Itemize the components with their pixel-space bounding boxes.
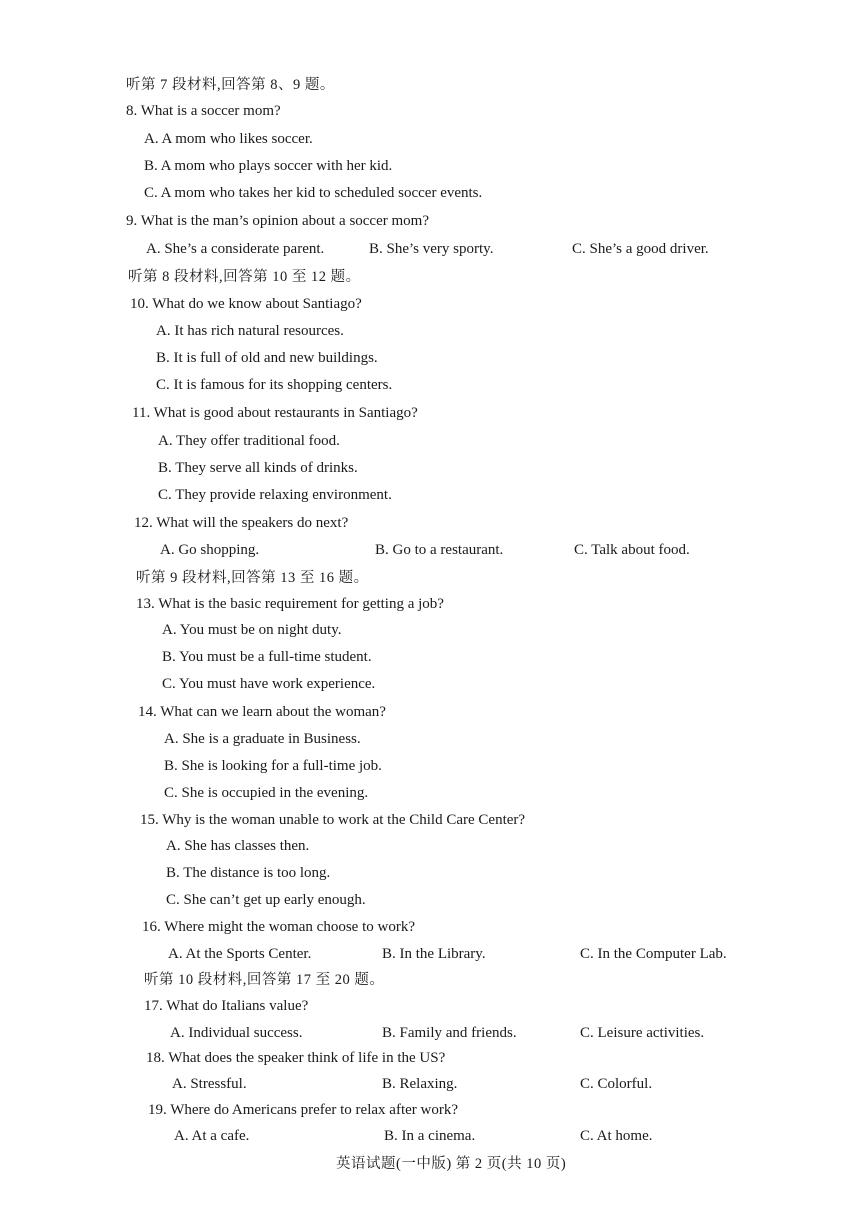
option-9c: C. She’s a good driver. [572,241,709,257]
option-15a: A. She has classes then. [166,838,310,854]
question-19: 19. Where do Americans prefer to relax after work? [148,1102,458,1118]
option-16c: C. In the Computer Lab. [580,946,727,962]
option-10a: A. It has rich natural resources. [156,323,344,339]
option-15b: B. The distance is too long. [166,865,331,881]
option-14b: B. She is looking for a full-time job. [164,758,382,774]
question-18: 18. What does the speaker think of life in the US? [146,1050,446,1066]
option-16a: A. At the Sports Center. [168,946,312,962]
option-11c: C. They provide relaxing environment. [158,487,392,503]
option-11b: B. They serve all kinds of drinks. [158,460,358,476]
option-12b: B. Go to a restaurant. [375,542,504,558]
question-9: 9. What is the man’s opinion about a soccer mom? [126,213,429,229]
question-14: 14. What can we learn about the woman? [138,704,386,720]
option-12a: A. Go shopping. [160,542,260,558]
question-11: 11. What is good about restaurants in Santiago? [132,405,418,421]
option-19c: C. At home. [580,1128,653,1144]
option-8a: A. A mom who likes soccer. [144,131,313,147]
option-18c: C. Colorful. [580,1076,653,1092]
option-8c: C. A mom who takes her kid to scheduled soccer events. [144,185,483,201]
option-19b: B. In a cinema. [384,1128,476,1144]
option-10c: C. It is famous for its shopping centers. [156,377,393,393]
section-header: 听第 10 段材料,回答第 17 至 20 题。 [144,972,385,988]
option-8b: B. A mom who plays soccer with her kid. [144,158,393,174]
option-11a: A. They offer traditional food. [158,433,340,449]
option-17c: C. Leisure activities. [580,1025,705,1041]
option-14a: A. She is a graduate in Business. [164,731,361,747]
question-12: 12. What will the speakers do next? [134,515,349,531]
option-10b: B. It is full of old and new buildings. [156,350,378,366]
question-13: 13. What is the basic requirement for getting a job? [136,596,444,612]
question-15: 15. Why is the woman unable to work at the Child Care Center? [140,812,526,828]
option-13c: C. You must have work experience. [162,676,376,692]
question-16: 16. Where might the woman choose to work? [142,919,415,935]
option-9a: A. She’s a considerate parent. [146,241,325,257]
option-18b: B. Relaxing. [382,1076,458,1092]
section-header: 听第 8 段材料,回答第 10 至 12 题。 [128,269,361,285]
option-17b: B. Family and friends. [382,1025,517,1041]
question-10: 10. What do we know about Santiago? [130,296,362,312]
option-9b: B. She’s very sporty. [369,241,494,257]
section-header: 听第 7 段材料,回答第 8、9 题。 [126,77,335,93]
page-footer: 英语试题(一中版) 第 2 页(共 10 页) [336,1156,567,1172]
option-13b: B. You must be a full-time student. [162,649,372,665]
question-8: 8. What is a soccer mom? [126,103,281,119]
section-header: 听第 9 段材料,回答第 13 至 16 题。 [136,570,369,586]
option-15c: C. She can’t get up early enough. [166,892,366,908]
option-13a: A. You must be on night duty. [162,622,342,638]
question-17: 17. What do Italians value? [144,998,309,1014]
option-12c: C. Talk about food. [574,542,690,558]
option-17a: A. Individual success. [170,1025,303,1041]
option-16b: B. In the Library. [382,946,486,962]
option-14c: C. She is occupied in the evening. [164,785,369,801]
option-19a: A. At a cafe. [174,1128,250,1144]
option-18a: A. Stressful. [172,1076,247,1092]
